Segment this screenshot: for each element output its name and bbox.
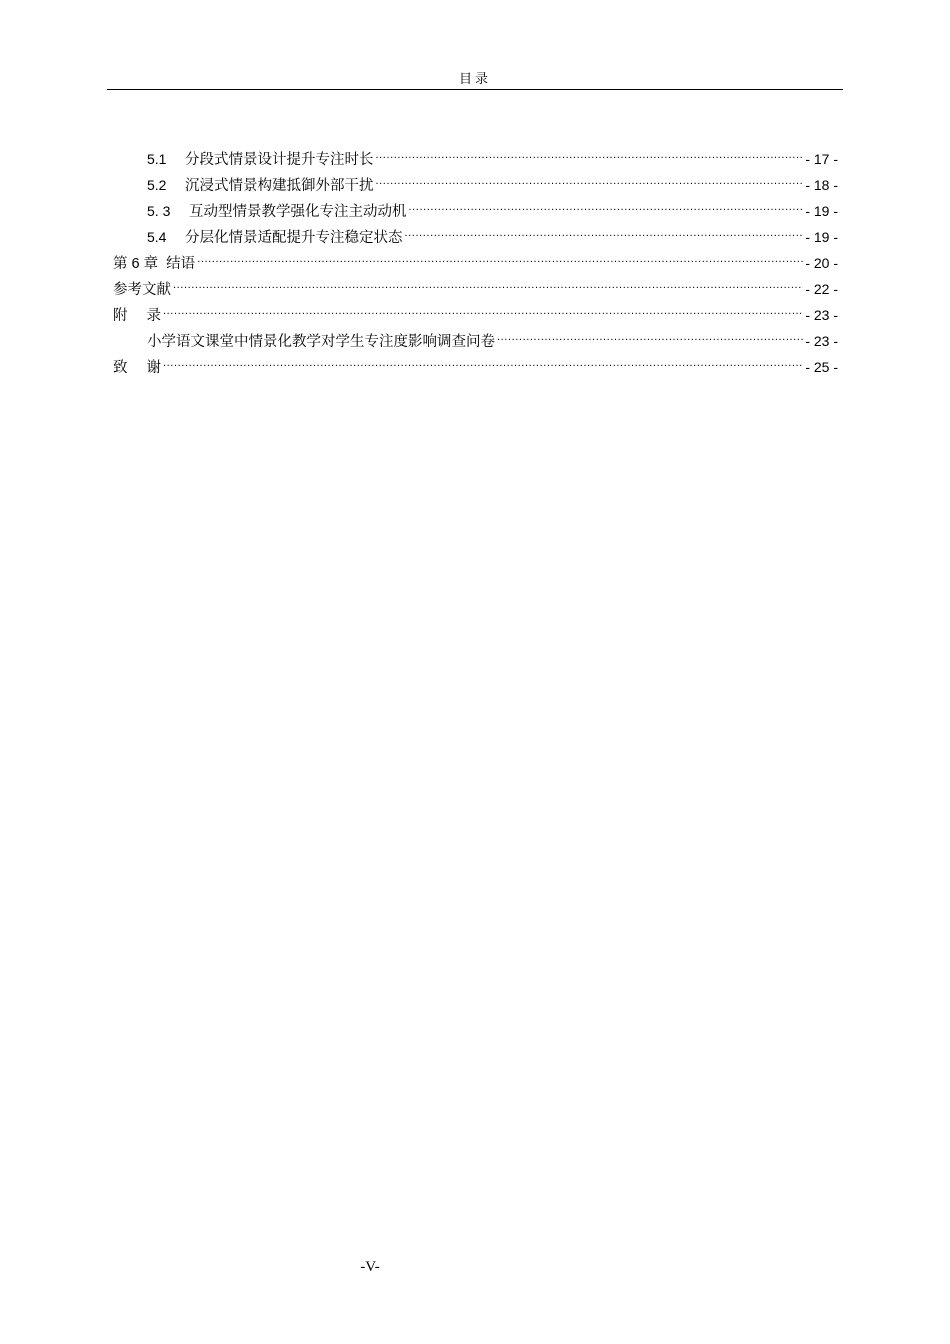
- toc-entry-title: 附录: [113, 308, 180, 324]
- toc-entry-page: - 22 -: [805, 281, 838, 297]
- toc-entry-number: 5.1: [147, 151, 167, 167]
- toc-entry-title: 参考文献: [113, 282, 171, 298]
- header-title: 目录: [458, 71, 491, 86]
- toc-dot-leader: [163, 346, 803, 372]
- toc-entry-title: 小学语文课堂中情景化教学对学生专注度影响调查问卷: [147, 334, 495, 350]
- toc-entry-page: - 19 -: [805, 203, 838, 219]
- toc-dot-leader: [163, 294, 803, 320]
- toc-entry-page: - 17 -: [805, 151, 838, 167]
- toc-entry-page: - 20 -: [805, 255, 838, 271]
- toc-dot-leader: [405, 216, 804, 242]
- footer-page-number: -V-: [360, 1259, 380, 1275]
- toc-dot-leader: [173, 268, 803, 294]
- toc-dot-leader: [497, 320, 803, 346]
- toc-entry-title: 致谢: [113, 360, 180, 376]
- toc-entry-page: - 23 -: [805, 307, 838, 323]
- toc-entry-title: 互动型情景教学强化专注主动动机: [189, 204, 407, 220]
- toc-entry-references[interactable]: [113, 268, 838, 298]
- toc-entry-number: 5. 3: [147, 203, 171, 219]
- toc-entry-title: 沉浸式情景构建抵御外部干扰: [185, 178, 374, 194]
- toc-entry-page: - 25 -: [805, 359, 838, 375]
- toc-dot-leader: [376, 164, 804, 190]
- toc-entry-questionnaire[interactable]: [113, 320, 838, 350]
- toc-entry-page: - 23 -: [805, 333, 838, 349]
- toc-entry-chapter-6[interactable]: [113, 242, 838, 272]
- toc-dot-leader: [197, 242, 803, 268]
- toc-entry-5-1[interactable]: [113, 138, 838, 168]
- toc-entry-number: 5.2: [147, 177, 167, 193]
- toc-entry-title: 第 6 章 结语: [113, 256, 196, 272]
- toc-entry-page: - 19 -: [805, 229, 838, 245]
- header-divider: [107, 89, 843, 90]
- toc-entry-title: 分层化情景适配提升专注稳定状态: [185, 230, 403, 246]
- toc-entry-page: - 18 -: [805, 177, 838, 193]
- toc-entry-acknowledgements[interactable]: [113, 346, 838, 376]
- toc-dot-leader: [376, 138, 804, 164]
- table-of-contents: [113, 138, 838, 376]
- toc-entry-number: 5.4: [147, 229, 167, 245]
- toc-entry-title: 分段式情景设计提升专注时长: [185, 152, 374, 168]
- toc-dot-leader: [409, 190, 804, 216]
- toc-entry-appendix[interactable]: [113, 294, 838, 324]
